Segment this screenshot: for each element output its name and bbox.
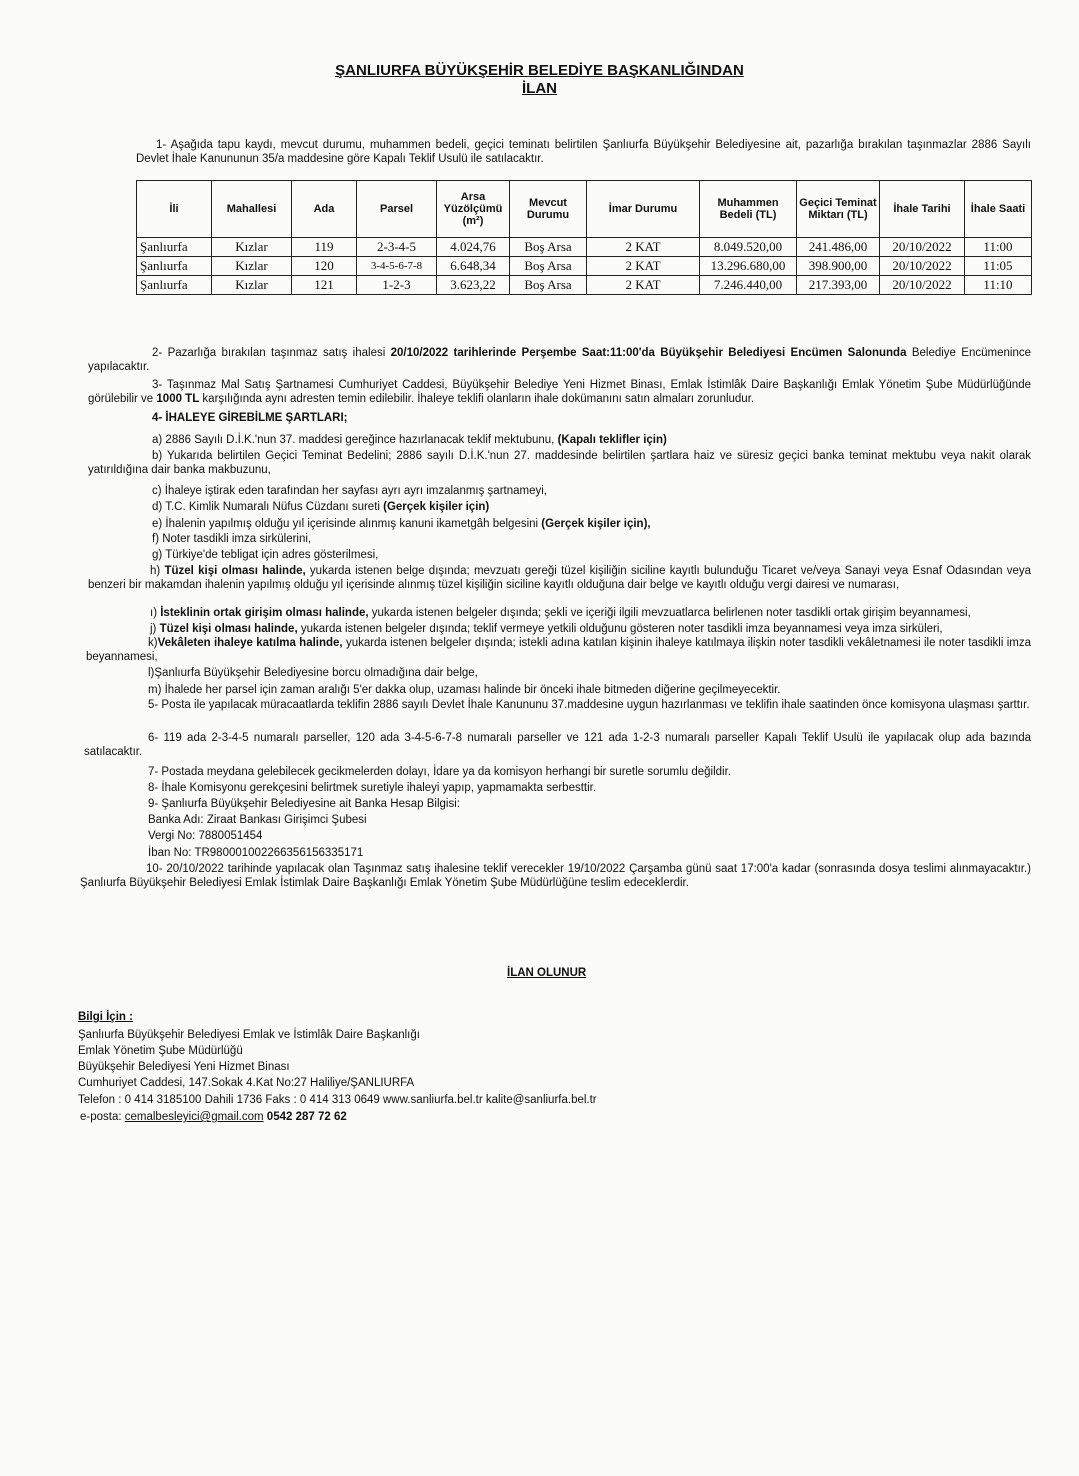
- cell-status: Boş Arsa: [510, 257, 587, 276]
- info-heading: Bilgi İçin :: [78, 1011, 133, 1023]
- intro-paragraph: 1- Aşağıda tapu kaydı, mevcut durumu, muhammen bedeli, geçici teminatı belirtilen Şanlıurfa Büyükşehir Belediyesine ait, pazarlığa bırakılan taşınmazlar 2886 Sayılı Devlet İhale Kanununun 35/a maddesine göre Kapalı Teklif Usulü ile satılacaktır.: [136, 139, 1031, 165]
- cell-mahalle: Kızlar: [212, 257, 292, 276]
- cell-ada: 119: [292, 238, 357, 257]
- cell-il: Şanlıurfa: [137, 257, 212, 276]
- property-table: [136, 180, 1032, 295]
- closing-text: İLAN OLUNUR: [507, 967, 587, 979]
- cell-area: 4.024,76: [437, 238, 510, 257]
- cell-time: 11:05: [965, 257, 1032, 276]
- info-address: Cumhuriyet Caddesi, 147.Sokak 4.Kat No:27 Haliliye/ŞANLIURFA: [78, 1077, 415, 1089]
- table-header-row: [137, 181, 1032, 238]
- cell-price: 7.246.440,00: [700, 276, 797, 295]
- cell-status: Boş Arsa: [510, 238, 587, 257]
- condition-b: b) Yukarıda belirtilen Geçici Teminat Bedelini; 2886 sayılı D.İ.K.'nun 27. maddesinde belirtilen şartlara haiz ve süresiz geçici banka teminat mektubu veya nakit olarak yatırıldığına dair banka makbuzunu,: [88, 450, 1031, 476]
- cell-area: 6.648,34: [437, 257, 510, 276]
- condition-c: c) İhaleye iştirak eden tarafından her sayfası ayrı ayrı imzalanmış şartnameyi,: [152, 485, 547, 497]
- cell-il: Şanlıurfa: [137, 276, 212, 295]
- col-header: Muhammen Bedeli (TL): [700, 181, 797, 238]
- iban-number: İban No: TR980001002266356156335171: [148, 847, 364, 859]
- info-email-line: e-posta: cemalbesleyici@gmail.com 0542 287 72 62: [80, 1111, 347, 1123]
- clause-5: 5- Posta ile yapılacak müracaatlarda teklifin 2886 sayılı Devlet İhale Kanununu 37.maddesine uygun hazırlanması ve teklifin ihale saatinden önce komisyona ulaşması şarttır.: [148, 699, 1030, 711]
- condition-f: f) Noter tasdikli imza sirkülerini,: [152, 533, 312, 545]
- col-header: İli: [137, 181, 212, 238]
- cell-deposit: 217.393,00: [797, 276, 880, 295]
- condition-l: l)Şanlıurfa Büyükşehir Belediyesine borcu olmadığına dair belge,: [148, 667, 478, 679]
- col-header: İhale Tarihi: [880, 181, 965, 238]
- cell-area: 3.623,22: [437, 276, 510, 295]
- email-link[interactable]: cemalbesleyici@gmail.com: [124, 1111, 264, 1123]
- condition-a: a) 2886 Sayılı D.İ.K.'nun 37. maddesi gereğince hazırlanacak teklif mektubunu, (Kapalı teklifler için): [152, 434, 667, 446]
- cell-zoning: 2 KAT: [587, 276, 700, 295]
- cell-ada: 120: [292, 257, 357, 276]
- page-title: ŞANLIURFA BÜYÜKŞEHİR BELEDİYE BAŞKANLIĞINDAN: [335, 62, 744, 79]
- col-header: Geçici Teminat Miktarı (TL): [797, 181, 880, 238]
- condition-h: h) Tüzel kişi olması halinde, yukarda istenen belge dışında; mevzuatı gereği tüzel kişiliğin siciline kayıtlı bulunduğu Ticaret ve/veya Sanayi veya Esnaf Odasından veya benzeri bir makamdan ihalenin yapılmış olduğu yıl içerisinde alınmış tüzel kişiliğin siciline kayıtlı olduğuna dair belge ve kayıtlı olduğu vergi dairesi ve numarası,: [88, 565, 1032, 591]
- condition-k: k)Vekâleten ihaleye katılma halinde, yukarda istenen belgeler dışında; istekli adına katılan kişinin ihaleye katılmaya ilişkin noter tasdikli vekâletnamesi ile noter tasdikli imza beyannamesi,: [86, 637, 1031, 663]
- col-header: İmar Durumu: [587, 181, 700, 238]
- clause-2: 2- Pazarlığa bırakılan taşınmaz satış ihalesi 20/10/2022 tarihlerinde Perşembe Saat:11:00'da Büyükşehir Belediyesi Encümen Salonunda Belediye Encümenince yapılacaktır.: [88, 347, 1031, 373]
- table-row: [137, 238, 1032, 257]
- condition-d: d) T.C. Kimlik Numaralı Nüfus Cüzdanı sureti (Gerçek kişiler için): [152, 501, 490, 513]
- cell-status: Boş Arsa: [510, 276, 587, 295]
- col-header: Mevcut Durumu: [510, 181, 587, 238]
- col-header: Mahallesi: [212, 181, 292, 238]
- condition-m: m) İhalede her parsel için zaman aralığı 5'er dakka olup, uzaması halinde bir önceki ihale bitmeden diğerine geçilmeyecektir.: [148, 684, 781, 696]
- clause-7: 7- Postada meydana gelebilecek gecikmelerden dolayı, İdare ya da komisyon herhangi bir suretle sorumlu değildir.: [148, 766, 731, 778]
- condition-e: e) İhalenin yapılmış olduğu yıl içerisinde alınmış kanuni ikametgâh belgesini (Gerçek kişiler için),: [152, 518, 651, 530]
- bank-name: Banka Adı: Ziraat Bankası Girişimci Şubesi: [148, 814, 367, 826]
- cell-ada: 121: [292, 276, 357, 295]
- cell-mahalle: Kızlar: [212, 238, 292, 257]
- tax-number: Vergi No: 7880051454: [148, 830, 263, 842]
- cell-date: 20/10/2022: [880, 276, 965, 295]
- condition-i: ı) İsteklinin ortak girişim olması halinde, yukarda istenen belgeler dışında; şekli ve içeriği ilgili mevzuatlarca belirlenen noter tasdikli ortak girişim beyannamesi,: [150, 607, 971, 619]
- cell-il: Şanlıurfa: [137, 238, 212, 257]
- cell-deposit: 398.900,00: [797, 257, 880, 276]
- clause-3: 3- Taşınmaz Mal Satış Şartnamesi Cumhuriyet Caddesi, Büyükşehir Belediye Yeni Hizmet Binası, Emlak İstimlâk Daire Başkanlığı Emlak Yönetim Şube Müdürlüğünde görülebilir ve 1000 TL karşılığında aynı adresten temin edilebilir. İhaleye teklifi olanların ihale dokümanını satın almaları zorunludur.: [88, 379, 1031, 405]
- condition-g: g) Türkiye'de tebligat için adres gösterilmesi,: [152, 549, 379, 561]
- col-header: İhale Saati: [965, 181, 1032, 238]
- clause-9: 9- Şanlıurfa Büyükşehir Belediyesine ait Banka Hesap Bilgisi:: [148, 798, 460, 810]
- cell-mahalle: Kızlar: [212, 276, 292, 295]
- info-contact: Telefon : 0 414 3185100 Dahili 1736 Faks : 0 414 313 0649 www.sanliurfa.bel.tr kalite@sanliurfa.bel.tr: [78, 1094, 597, 1106]
- cell-deposit: 241.486,00: [797, 238, 880, 257]
- col-header: Ada: [292, 181, 357, 238]
- info-line-1: Şanlıurfa Büyükşehir Belediyesi Emlak ve İstimlâk Daire Başkanlığı: [78, 1029, 420, 1041]
- conditions-heading: 4- İHALEYE GİREBİLME ŞARTLARI;: [152, 412, 348, 424]
- cell-parsel: 3-4-5-6-7-8: [357, 257, 437, 276]
- cell-date: 20/10/2022: [880, 238, 965, 257]
- clause-10: 10- 20/10/2022 tarihinde yapılacak olan Taşınmaz satış ihalesine teklif verecekler 19/10/2022 Çarşamba günü saat 17:00'a kadar (sonrasında dosya teslimi alınmayacaktır.) Şanlıurfa Büyükşehir Belediyesi Emlak İstimlak Daire Başkanlığı Emlak Yönetim Şube Müdürlüğüne teslim edeceklerdir.: [80, 863, 1031, 889]
- cell-time: 11:00: [965, 238, 1032, 257]
- page-subtitle: İLAN: [522, 80, 557, 97]
- cell-price: 13.296.680,00: [700, 257, 797, 276]
- col-header: Arsa Yüzölçümü (m²): [437, 181, 510, 238]
- condition-j: j) Tüzel kişi olması halinde, yukarda istenen belgeler dışında; teklif vermeye yetkili olduğunu gösteren noter tasdikli imza beyannamesi veya imza sirküleri,: [150, 623, 943, 635]
- cell-zoning: 2 KAT: [587, 238, 700, 257]
- info-line-2: Emlak Yönetim Şube Müdürlüğü: [78, 1045, 243, 1057]
- table-row: [137, 276, 1032, 295]
- table-row: [137, 257, 1032, 276]
- cell-date: 20/10/2022: [880, 257, 965, 276]
- col-header: Parsel: [357, 181, 437, 238]
- cell-price: 8.049.520,00: [700, 238, 797, 257]
- info-line-3: Büyükşehir Belediyesi Yeni Hizmet Binası: [78, 1061, 290, 1073]
- cell-parsel: 1-2-3: [357, 276, 437, 295]
- clause-6: 6- 119 ada 2-3-4-5 numaralı parseller, 120 ada 3-4-5-6-7-8 numaralı parseller ve 121 ada 1-2-3 numaralı parseller Kapalı Teklif Usulü ile yapılacak olup ada bazında satılacaktır.: [84, 732, 1031, 758]
- clause-8: 8- İhale Komisyonu gerekçesini belirtmek suretiyle ihaleyi yapıp, yapmamakta serbesttir.: [148, 782, 597, 794]
- cell-parsel: 2-3-4-5: [357, 238, 437, 257]
- cell-time: 11:10: [965, 276, 1032, 295]
- cell-zoning: 2 KAT: [587, 257, 700, 276]
